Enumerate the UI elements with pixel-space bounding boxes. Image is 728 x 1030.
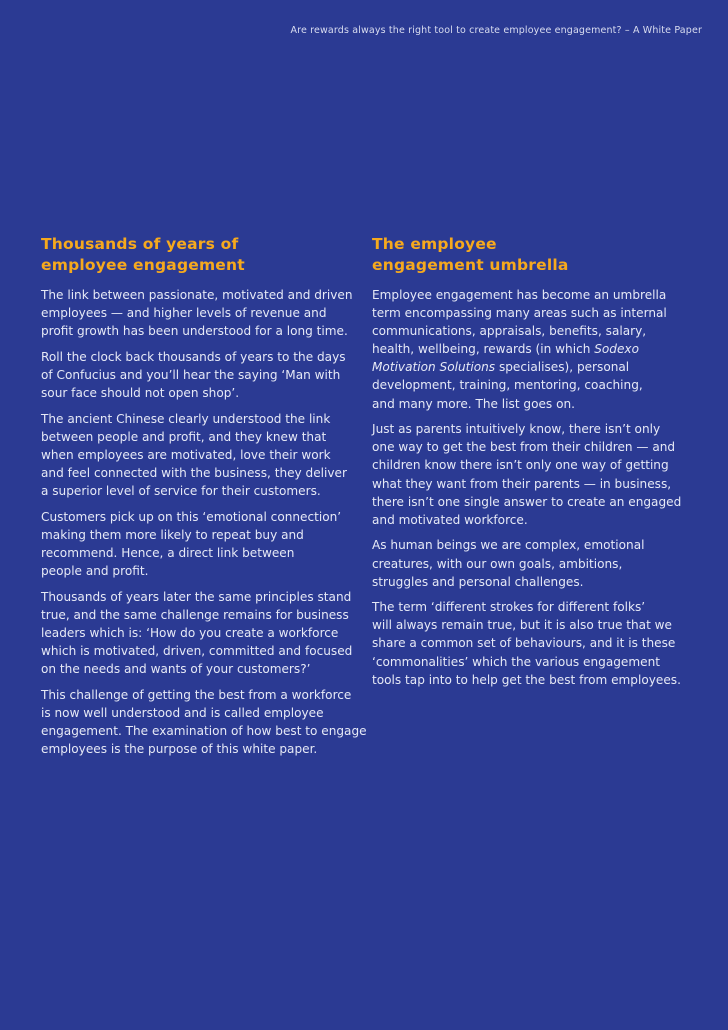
text-line: one way to get the best from their children — and — [372, 440, 676, 455]
section-heading-engagement-umbrella — [372, 234, 690, 276]
text-line: sour face should not open shop’. — [41, 386, 240, 401]
text-line: and feel connected with the business, they deliver — [41, 466, 347, 481]
paragraph — [41, 348, 353, 402]
text-line: between people and profit, and they knew that — [41, 429, 327, 444]
text-line: share a common set of behaviours, and it is these — [372, 636, 676, 651]
paragraph — [41, 686, 367, 758]
text-line: making them more likely to repeat buy and — [41, 527, 304, 542]
text-line: As human beings we are complex, emotional — [372, 538, 645, 553]
text-line: and many more. The list goes on. — [372, 396, 575, 411]
text-line: recommend. Hence, a direct link between — [41, 546, 295, 560]
paragraph — [41, 508, 353, 580]
running-header: Are rewards always the right tool to create employee engagement? – A White Paper — [290, 25, 702, 36]
text-line: and motivated workforce. — [372, 512, 528, 527]
paragraph — [41, 410, 353, 500]
text-line: when employees are motivated, love their work — [41, 447, 331, 462]
paragraph — [372, 286, 690, 413]
paragraph — [372, 420, 690, 529]
text-line: Just as parents intuitively know, there isn’t only — [372, 422, 661, 437]
heading-line: employee engagement — [41, 256, 245, 274]
text-fragment: specialises), personal — [495, 360, 630, 375]
text-line: which is motivated, driven, committed and focused — [41, 644, 353, 659]
paragraph — [372, 598, 690, 688]
text-line: children know there isn’t only one way of getting — [372, 458, 669, 473]
text-line: ‘commonalities’ which the various engagement — [372, 654, 660, 669]
text-line: true, and the same challenge remains for business — [41, 607, 349, 622]
text-fragment: health, wellbeing, rewards (in which — [372, 342, 595, 357]
text-line: tools tap into to help get the best from employees. — [372, 672, 681, 687]
text-line: Customers pick up on this ‘emotional connection’ — [41, 509, 342, 524]
company-name-italic: Sodexo — [594, 342, 639, 357]
text-line: employees is the purpose of this white paper. — [41, 742, 318, 757]
text-line: leaders which is: ‘How do you create a workforce — [41, 625, 339, 640]
text-line: The term ‘different strokes for different folks’ — [372, 600, 646, 615]
paragraph — [372, 536, 690, 590]
text-line: struggles and personal challenges. — [372, 574, 584, 589]
text-line: a superior level of service for their customers. — [41, 484, 321, 499]
text-line: Employee engagement has become an umbrella — [372, 288, 667, 302]
text-line: creatures, with our own goals, ambitions, — [372, 556, 623, 571]
paragraph — [41, 286, 353, 340]
text-line: there isn’t one single answer to create an engaged — [372, 494, 682, 509]
text-line: profit growth has been understood for a long time. — [41, 324, 348, 339]
text-line: This challenge of getting the best from a workforce — [41, 687, 352, 702]
text-line: what they want from their parents — in business, — [372, 476, 672, 491]
text-line: will always remain true, but it is also true that we — [372, 618, 672, 633]
text-line: The link between passionate, motivated and driven — [41, 288, 353, 302]
text-line — [372, 358, 690, 376]
heading-line: Thousands of years of — [41, 235, 239, 253]
text-line: of Confucius and you’ll hear the saying ‘Man with — [41, 367, 341, 382]
text-line: Roll the clock back thousands of years to the days — [41, 349, 346, 364]
text-line: employees — and higher levels of revenue and — [41, 306, 327, 321]
text-line: engagement. The examination of how best to engage — [41, 724, 367, 739]
paragraph — [41, 588, 353, 678]
text-line: term encompassing many areas such as internal — [372, 306, 667, 321]
text-line: development, training, mentoring, coaching, — [372, 378, 643, 393]
company-name-italic: Motivation Solutions — [372, 360, 496, 375]
text-line: Thousands of years later the same principles stand — [41, 589, 352, 604]
text-line: The ancient Chinese clearly understood the link — [41, 411, 331, 426]
text-line: on the needs and wants of your customers?’ — [41, 662, 311, 677]
text-line: is now well understood and is called employee — [41, 705, 324, 720]
right-column — [372, 234, 690, 696]
text-line: communications, appraisals, benefits, salary, — [372, 324, 647, 339]
text-line: people and profit. — [41, 564, 149, 579]
section-heading-thousands-of-years — [41, 234, 353, 276]
heading-line: The employee — [372, 235, 497, 253]
left-column — [41, 234, 367, 766]
heading-line: engagement umbrella — [372, 256, 569, 274]
text-line — [372, 340, 690, 358]
